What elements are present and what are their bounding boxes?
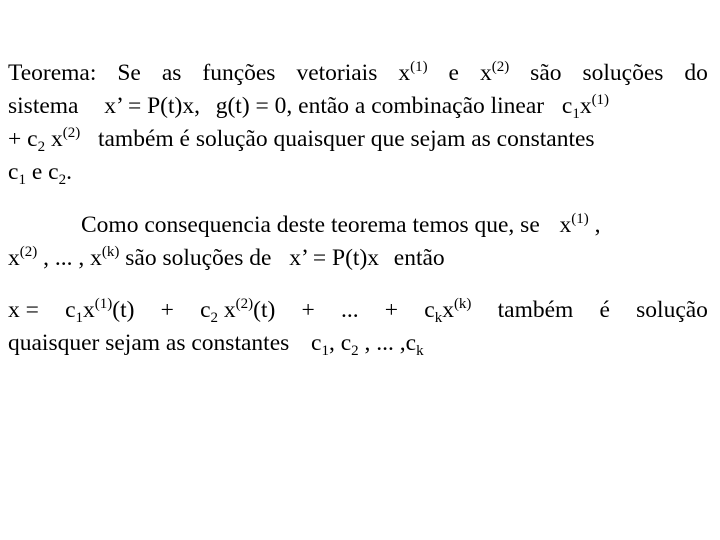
word-do: do xyxy=(684,60,708,86)
result-c1: $c_1$, xyxy=(311,330,335,359)
theorem-line-2 xyxy=(8,90,708,122)
cons-x1-term: $x^{(1)}$ xyxy=(559,211,589,238)
cons-sao-solucoes: são soluções de xyxy=(125,245,272,271)
word-as: as xyxy=(161,60,182,86)
theorem-line-1 xyxy=(8,57,708,89)
word-e: e xyxy=(448,60,459,86)
result-line-1 xyxy=(8,294,708,326)
result-quaisquer: quaisquer sejam as constantes xyxy=(8,330,290,356)
consequence-intro: Como consequencia deste teorema temos que, se xyxy=(81,212,540,238)
theorem-line-3 xyxy=(8,123,708,155)
cons-xk-term: $x^{(k)}$ xyxy=(90,244,120,271)
result-plus-2: + xyxy=(301,297,315,323)
cons-ellipsis: , ... , xyxy=(43,245,85,271)
result-ckxk: $c_kx^{(k)}$ xyxy=(424,296,472,326)
result-e: é xyxy=(599,297,610,323)
word-sistema: sistema xyxy=(8,93,79,119)
cons-equation: x’ = P(t)x xyxy=(289,245,380,271)
word-solucoes: soluções xyxy=(582,60,664,86)
c2-const: $c_2$. xyxy=(48,159,72,188)
result-c2: $c_2$ xyxy=(340,330,359,359)
consequence-line-1 xyxy=(8,209,708,241)
final-e: e xyxy=(31,159,43,185)
plus-sign: + xyxy=(8,126,22,152)
result-x-eq: x = xyxy=(8,297,39,323)
result-list-mid: , ... , xyxy=(364,330,406,356)
result-dots: ... xyxy=(340,297,359,323)
x1-term: $x^{(1)}$ xyxy=(398,59,428,86)
also-solution-text: também é solução quaisquer que sejam as constantes xyxy=(97,126,595,152)
result-plus-3: + xyxy=(384,297,399,323)
c1-const: $c_1$ xyxy=(8,159,26,188)
word-vetoriais: vetoriais xyxy=(296,60,378,86)
word-sao: são xyxy=(530,60,562,86)
word-se: Se xyxy=(117,60,141,86)
result-c1x1: $c_1x^{(1)}(t)$ xyxy=(65,296,135,326)
theorem-label: Teorema: xyxy=(8,60,97,86)
x2-term: $x^{(2)}$ xyxy=(479,59,510,86)
cons-x2-term: $x^{(2)}$ xyxy=(8,244,38,271)
cons-comma: , xyxy=(594,212,601,238)
system-equation: x’ = P(t)x, xyxy=(104,93,200,119)
c1x1-term: $c_1x^{(1)}$ xyxy=(561,92,610,122)
word-funcoes: funções xyxy=(202,60,276,86)
result-solucao: solução xyxy=(636,297,708,323)
c2x2-term: $c_2$ $x^{(2)}$ xyxy=(27,125,81,155)
g-condition: g(t) = 0, então a combinação linear xyxy=(215,93,545,119)
result-tambem: também xyxy=(497,297,574,323)
theorem-line-4 xyxy=(8,156,708,188)
result-plus-1: + xyxy=(160,297,174,323)
result-line-2 xyxy=(8,327,708,359)
cons-entao: então xyxy=(393,245,445,271)
consequence-line-2 xyxy=(8,242,708,274)
result-c2x2: $c_2$ $x^{(2)}(t)$ xyxy=(200,296,276,326)
result-ck: $c_k$ xyxy=(405,330,424,359)
